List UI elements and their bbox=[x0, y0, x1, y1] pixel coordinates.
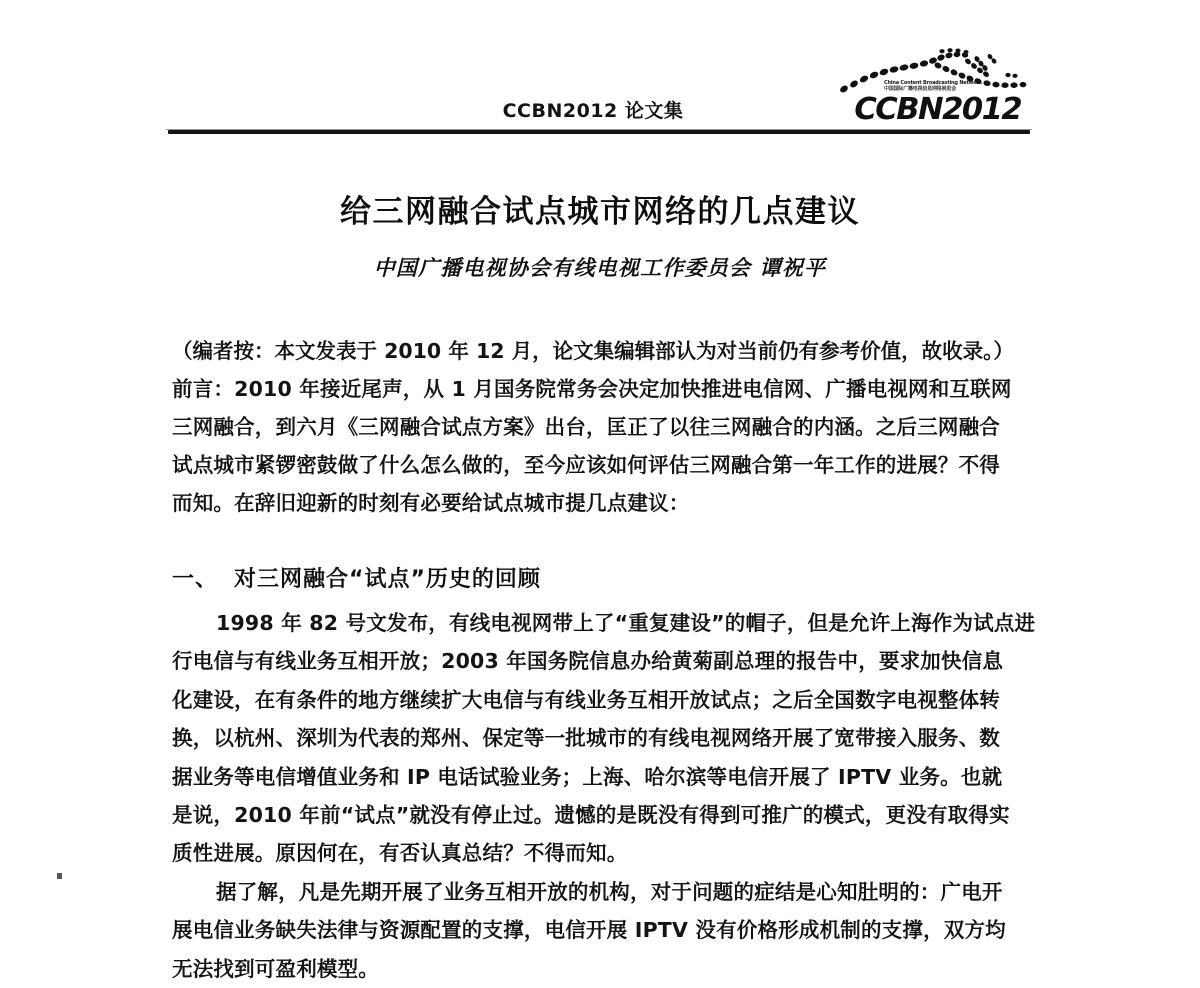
ccbn-tagline-line-2: 中国国际广播电视信息网络展览会 bbox=[884, 86, 957, 92]
running-header-title: CCBN2012 论文集 bbox=[502, 100, 684, 122]
body-line: 展电信业务缺失法律与资源配置的支撑，电信开展 IPTV 没有价格形成机制的支撑，双方均 bbox=[172, 918, 1006, 943]
author-affiliation-line: 中国广播电视协会有线电视工作委员会 谭祝平 bbox=[373, 255, 827, 280]
body-line: 化建设，在有条件的地方继续扩大电信与有线业务互相开放试点；之后全国数字电视整体转 bbox=[172, 687, 1000, 712]
ccbn-wordmark: CCBN2012 bbox=[854, 92, 1022, 127]
body-line: 无法找到可盈利模型。 bbox=[172, 956, 379, 981]
preface-line: 而知。在辞旧迎新的时刻有必要给试点城市提几点建议： bbox=[172, 491, 690, 515]
ccbn-logo-tagline bbox=[884, 80, 982, 92]
page-bottom-clip bbox=[0, 946, 1200, 952]
body-line: 行电信与有线业务互相开放；2003 年国务院信息办给黄菊副总理的报告中，要求加快信息 bbox=[172, 649, 1004, 674]
ccbn-logo bbox=[838, 48, 1034, 130]
body-line: 据业务等电信增值业务和 IP 电话试验业务；上海、哈尔滨等电信开展了 IPTV 业务。也就 bbox=[172, 764, 1003, 789]
preface-line: （编者按：本文发表于 2010 年 12 月，论文集编辑部认为对当前仍有参考价值，故收录。） bbox=[172, 339, 1014, 363]
section-number: 一、 bbox=[172, 567, 219, 592]
preface-line: 三网融合，到六月《三网融合试点方案》出台，匡正了以往三网融合的内涵。之后三网融合 bbox=[172, 415, 1000, 439]
preface-line: 前言：2010 年接近尾声，从 1 月国务院常务会决定加快推进电信网、广播电视网和互联网 bbox=[172, 377, 1012, 401]
preface-line: 试点城市紧锣密鼓做了什么怎么做的，至今应该如何评估三网融合第一年工作的进展？不得 bbox=[172, 453, 1000, 477]
scan-artifact-speck bbox=[57, 873, 62, 879]
page-title: 给三网融合试点城市网络的几点建议 bbox=[340, 194, 860, 230]
body-line: 换，以杭州、深圳为代表的郑州、保定等一批城市的有线电视网络开展了宽带接入服务、数 bbox=[172, 726, 1000, 751]
body-line: 是说，2010 年前“试点”就没有停止过。遗憾的是既没有得到可推广的模式，更没有取得实 bbox=[172, 803, 1010, 828]
section-heading bbox=[172, 562, 541, 593]
body-line: 据了解，凡是先期开展了业务互相开放的机构，对于问题的症结是心知肚明的：广电开 bbox=[216, 879, 1003, 904]
section-heading-text: 对三网融合“试点”历史的回顾 bbox=[234, 567, 541, 592]
header-divider-rule bbox=[168, 130, 1030, 134]
preface-paragraph bbox=[172, 332, 1032, 522]
body-line: 质性进展。原因何在，有否认真总结？不得而知。 bbox=[172, 841, 628, 866]
body-paragraphs bbox=[172, 604, 1036, 988]
body-line: 1998 年 82 号文发布，有线电视网带上了“重复建设”的帽子，但是允许上海作为试点进 bbox=[216, 611, 1036, 635]
ccbn-tagline-line-1: China Content Broadcasting Network bbox=[884, 80, 982, 86]
